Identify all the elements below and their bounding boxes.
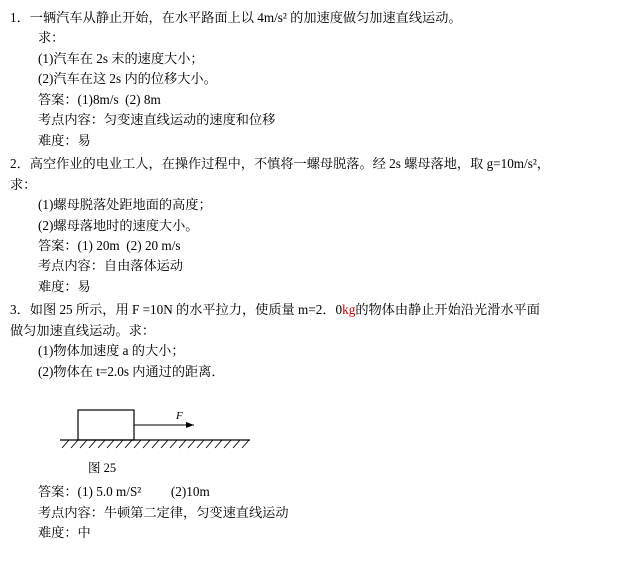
problem-3-stem-part1: 3．如图 25 所示，用 F =10N 的水平拉力，使质量 m=2．0	[10, 302, 343, 318]
problem-1-stem: 1．一辆汽车从静止开始，在水平路面上以 4m/s² 的加速度做匀加速直线运动。	[10, 10, 462, 25]
problem-3-stem-part2: 的物体由静止开始沿光滑水平面	[355, 302, 540, 318]
problem-3-knowledge: 考点内容：牛顿第二定律，匀变速直线运动	[38, 504, 289, 520]
problem-2-knowledge: 考点内容：自由落体运动	[38, 258, 184, 274]
problem-3-sub-2: (2)物体在 t=2.0s 内通过的距离．	[38, 363, 225, 379]
problem-1-knowledge: 考点内容：匀变速直线运动的速度和位移	[38, 112, 276, 128]
force-arrow-head	[186, 422, 194, 428]
problem-1-sub-2: (2)汽车在这 2s 内的位移大小。	[38, 71, 217, 87]
problem-2-answer: 答案：(1) 20m (2) 20 m/s	[38, 237, 181, 253]
block-rect	[78, 410, 134, 440]
problem-2-stem: 2．高空作业的电业工人，在操作过程中，不慎将一螺母脱落。经 2s 螺母落地，取 g=10m/s²，	[10, 156, 550, 172]
problem-3-stem-unit-kg: kg	[342, 302, 356, 318]
problem-2-ask-label: 求：	[10, 176, 37, 192]
problem-3	[0, 300, 635, 543]
problem-2-sub-1: (1)螺母脱落处距地面的高度；	[38, 197, 212, 213]
problem-1	[0, 0, 635, 151]
figure-caption: 图 25	[88, 461, 117, 476]
problem-3-answer: 答案：(1) 5.0 m/S² (2)10m	[38, 484, 210, 500]
problem-3-sub-1: (1)物体加速度 a 的大小；	[38, 343, 185, 359]
block-on-surface-diagram	[10, 386, 627, 456]
problem-2	[0, 154, 635, 297]
problem-3-difficulty: 难度：中	[38, 525, 91, 541]
problem-1-difficulty: 难度：易	[38, 132, 91, 148]
ground-hatching	[62, 440, 249, 448]
physics-diagram-svg	[52, 386, 262, 456]
problem-3-stem-line1	[10, 300, 627, 320]
problem-1-ask-label: 求：	[38, 30, 65, 46]
problem-1-answer: 答案：(1)8m/s (2) 8m	[38, 91, 161, 107]
force-label: F	[176, 410, 183, 423]
problem-1-sub-1: (1)汽车在 2s 末的速度大小；	[38, 50, 204, 66]
problem-2-difficulty: 难度：易	[38, 278, 91, 294]
problem-3-stem-line2: 做匀加速直线运动。求：	[10, 322, 156, 338]
problem-2-sub-2: (2)螺母落地时的速度大小。	[38, 217, 199, 233]
